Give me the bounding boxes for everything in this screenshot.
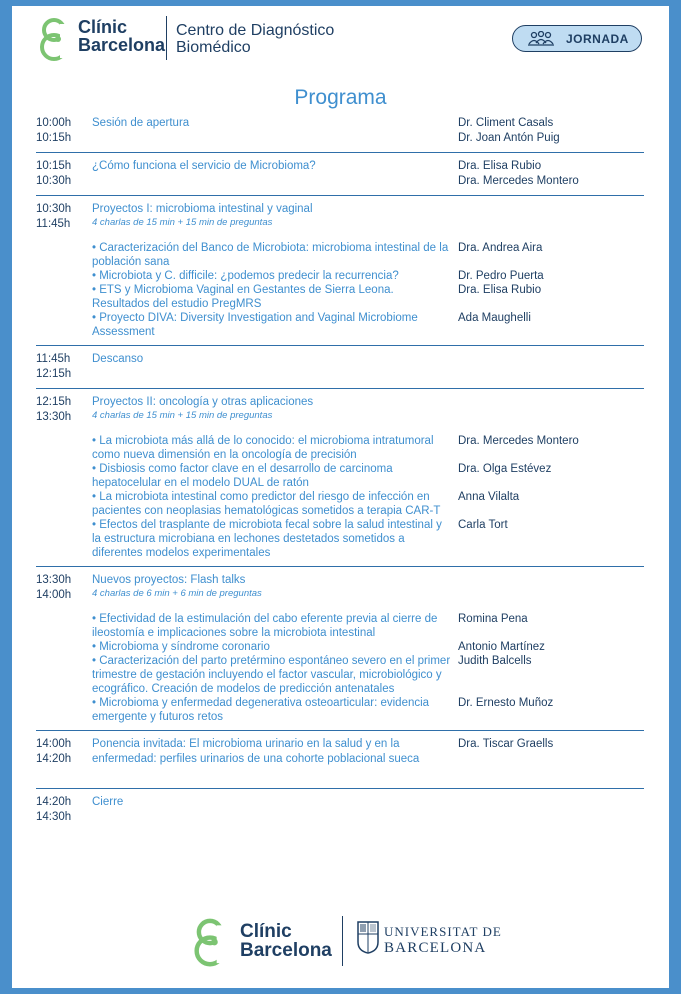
session-block [36, 352, 644, 389]
badge-label: JORNADA [566, 32, 629, 46]
session-times [36, 159, 88, 189]
session-times [36, 202, 88, 232]
talk-speaker: Dra. Andrea Aira [458, 242, 543, 254]
session-block [36, 202, 644, 346]
talk-item [36, 612, 644, 640]
session-row [36, 737, 644, 782]
university-shield-icon [356, 920, 380, 954]
session-end: 14:30h [36, 811, 72, 823]
footer-ub-line-2: BARCELONA [384, 940, 487, 956]
session-times [36, 395, 88, 425]
centro-title [176, 22, 334, 56]
clinic-logo-icon [36, 16, 72, 62]
session-start: 10:30h [36, 203, 72, 215]
session-topic: ¿Cómo funciona el servicio de Microbioma? [92, 160, 316, 172]
session-note: 4 charlas de 6 min + 6 min de preguntas [92, 588, 262, 599]
talk-item [36, 283, 644, 311]
talk-title: • Microbiota y C. difficile: ¿podemos predecir la recurrencia? [92, 270, 399, 282]
header [24, 12, 644, 72]
talk-speaker: Dr. Pedro Puerta [458, 270, 544, 282]
session-note: 4 charlas de 15 min + 15 min de preguntas [92, 217, 273, 228]
session-end: 14:20h [36, 753, 72, 765]
session-row [36, 116, 644, 146]
talk-speaker: Judith Balcells [458, 655, 532, 667]
talk-title: • Efectos del trasplante de microbiota fecal sobre la salud intestinal y la estructura microbiana en lechones destetados sometidos a diferentes modelos experimentales [92, 519, 442, 559]
talk-title: • Microbioma y síndrome coronario [92, 641, 270, 653]
session-block [36, 395, 644, 567]
session-speaker: Dr. Joan Antón Puig [458, 132, 560, 144]
talk-title: • Proyecto DIVA: Diversity Investigation and Vaginal Microbiome Assessment [92, 312, 418, 338]
session-end: 10:30h [36, 175, 72, 187]
session-start: 12:15h [36, 396, 72, 408]
session-start: 14:00h [36, 738, 72, 750]
talk-speaker: Carla Tort [458, 519, 508, 531]
session-block [36, 159, 644, 196]
session-times [36, 352, 88, 382]
header-divider [166, 16, 167, 60]
talk-title: • Caracterización del Banco de Microbiota: microbioma intestinal de la población sana [92, 242, 449, 268]
session-speaker: Dra. Elisa Rubio [458, 160, 542, 172]
session-start: 14:20h [36, 796, 72, 808]
session-end: 14:00h [36, 589, 72, 601]
session-block [36, 737, 644, 789]
clinic-logo-icon [190, 916, 230, 968]
talk-speaker: Dr. Ernesto Muñoz [458, 697, 554, 709]
jornada-badge [512, 25, 642, 52]
session-topic: Ponencia invitada: El microbioma urinario en la salud y en la enfermedad: perfiles urinarios de una cohorte poblacional sueca [92, 738, 420, 765]
talk-speaker: Dra. Mercedes Montero [458, 435, 579, 447]
session-start: 13:30h [36, 574, 72, 586]
talk-speaker: Ada Maughelli [458, 312, 531, 324]
session-topic: Nuevos proyectos: Flash talks [92, 574, 246, 586]
session-topic: Proyectos I: microbioma intestinal y vaginal [92, 203, 313, 215]
session-speaker: Dra. Mercedes Montero [458, 175, 579, 187]
talk-item [36, 241, 644, 269]
session-start: 11:45h [36, 353, 71, 365]
clinic-line-1: Clínic [78, 17, 128, 37]
session-speakers [458, 116, 648, 146]
centro-line-1: Centro de Diagnóstico [176, 22, 335, 39]
clinic-wordmark [78, 18, 165, 54]
talk-title: • Caracterización del parto pretérmino espontáneo severo en el primer trimestre de gestación incluyendo el factor vascular, microbiológico y ecográfico. Creación de modelos de predicción antenatales [92, 655, 451, 695]
session-topic: Sesión de apertura [92, 117, 190, 129]
talk-speaker: Dra. Elisa Rubio [458, 284, 542, 296]
talk-item [36, 434, 644, 462]
centro-line-2: Biomédico [176, 39, 251, 56]
talk-speaker: Romina Pena [458, 613, 528, 625]
session-row [36, 159, 644, 189]
session-end: 11:45h [36, 218, 71, 230]
talk-title: • ETS y Microbioma Vaginal en Gestantes de Sierra Leona. Resultados del estudio PregMRS [92, 284, 394, 310]
session-row [36, 795, 644, 825]
program-schedule [36, 116, 644, 837]
session-row [36, 395, 644, 422]
footer-clinic-line-1: Clínic [240, 921, 292, 942]
talk-title: • Efectividad de la estimulación del cabo eferente previa al cierre de ileostomía e implicaciones sobre la microbiota intestinal [92, 613, 438, 639]
session-block [36, 116, 644, 153]
talk-title: • La microbiota más allá de lo conocido: el microbioma intratumoral como nueva dimensión en la oncología de precisión [92, 435, 434, 461]
talk-list [36, 241, 644, 339]
talk-item [36, 311, 644, 339]
session-speaker: Dra. Tiscar Graells [458, 738, 554, 750]
session-note: 4 charlas de 15 min + 15 min de preguntas [92, 410, 273, 421]
session-row [36, 573, 644, 600]
talk-item [36, 462, 644, 490]
audience-icon [527, 31, 555, 46]
session-block [36, 573, 644, 731]
talk-item [36, 269, 644, 283]
session-row [36, 202, 644, 229]
talk-speaker: Dra. Olga Estévez [458, 463, 552, 475]
talk-title: • Microbioma y enfermedad degenerativa osteoarticular: evidencia emergente y futuros retos [92, 697, 430, 723]
page-title: Programa [294, 86, 387, 109]
talk-item [36, 490, 644, 518]
session-end: 13:30h [36, 411, 72, 423]
footer-clinic-wordmark [240, 922, 332, 960]
talk-list [36, 434, 644, 560]
session-start: 10:15h [36, 160, 72, 172]
session-topic: Proyectos II: oncología y otras aplicaciones [92, 396, 314, 408]
footer [0, 914, 681, 974]
talk-list [36, 612, 644, 724]
session-speaker: Dr. Climent Casals [458, 117, 554, 129]
session-topic: Descanso [92, 353, 144, 365]
footer-clinic-line-2: Barcelona [240, 940, 332, 961]
session-topic: Cierre [92, 796, 124, 808]
session-times [36, 116, 88, 146]
session-speakers [458, 159, 648, 189]
talk-title: • Disbiosis como factor clave en el desarrollo de carcinoma hepatocelular en el modelo DUAL de ratón [92, 463, 393, 489]
talk-speaker: Anna Vilalta [458, 491, 520, 503]
session-speakers [458, 737, 648, 752]
talk-title: • La microbiota intestinal como predictor del riesgo de infección en pacientes con neoplasias hematológicas sometidos a terapia CAR-T [92, 491, 441, 517]
session-end: 12:15h [36, 368, 72, 380]
footer-divider [342, 916, 343, 966]
talk-speaker: Antonio Martínez [458, 641, 545, 653]
talk-item [36, 640, 644, 654]
session-row [36, 352, 644, 382]
talk-item [36, 696, 644, 724]
session-end: 10:15h [36, 132, 72, 144]
session-times [36, 573, 88, 603]
talk-item [36, 654, 644, 696]
talk-item [36, 518, 644, 560]
footer-ub-line-1: UNIVERSITAT DE [384, 924, 502, 939]
session-times [36, 795, 88, 825]
session-block [36, 795, 644, 831]
session-start: 10:00h [36, 117, 72, 129]
clinic-line-2: Barcelona [78, 35, 166, 55]
session-times [36, 737, 88, 767]
